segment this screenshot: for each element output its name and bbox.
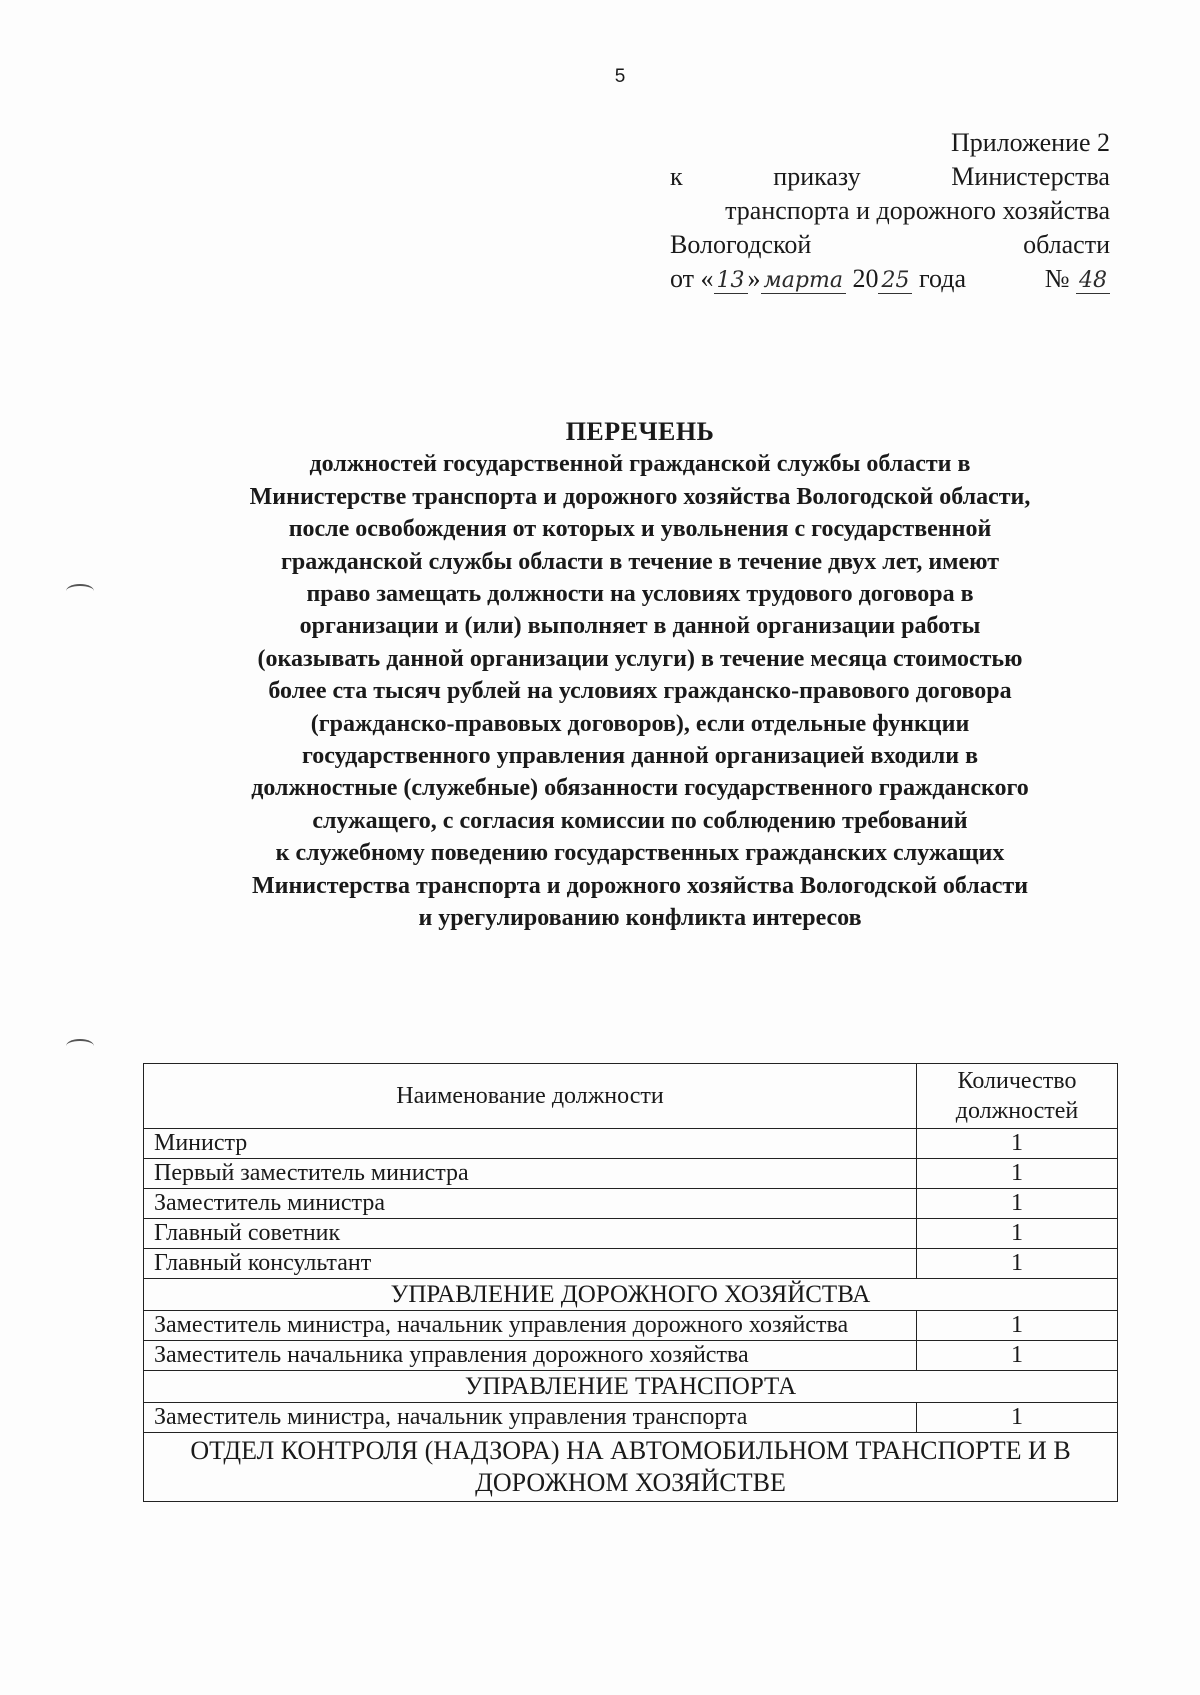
section-row — [144, 1279, 1118, 1311]
position-count: 1 — [917, 1159, 1118, 1189]
date-prefix: от « — [670, 264, 714, 293]
appendix-word: приказу — [773, 162, 861, 191]
table-row — [144, 1219, 1118, 1249]
position-name: Главный консультант — [144, 1249, 917, 1279]
position-count: 1 — [917, 1129, 1118, 1159]
title-line: более ста тысяч рублей на условиях гражданско-правового договора — [268, 678, 1012, 705]
title-line: Министерстве транспорта и дорожного хозяйства Вологодской области, — [249, 483, 1031, 510]
title-line: (оказывать данной организации услуги) в течение месяца стоимостью — [257, 645, 1023, 672]
position-name: Заместитель министра, начальник управления дорожного хозяйства — [144, 1311, 917, 1341]
appendix-line-ministry: транспорта и дорожного хозяйства — [725, 196, 1110, 225]
title-line: должностей государственной гражданской службы области в — [309, 451, 971, 478]
title-line: после освобождения от которых и увольнения с государственной — [288, 516, 992, 543]
table-header-row — [144, 1064, 1118, 1129]
position-count: 1 — [917, 1189, 1118, 1219]
header-position-count: Количество должностей — [917, 1064, 1118, 1129]
appendix-block — [670, 126, 1110, 298]
date-year-prefix: 20 — [852, 264, 879, 293]
scan-artifact — [66, 584, 94, 598]
table-row — [144, 1403, 1118, 1433]
date-mid: » — [747, 264, 761, 293]
appendix-word: Вологодской — [670, 230, 812, 259]
title-line: организации и (или) выполняет в данной организации работы — [299, 613, 981, 640]
table-row — [144, 1311, 1118, 1341]
date-day-handwritten: 13 — [714, 268, 748, 294]
date-year-handwritten: 25 — [878, 268, 912, 294]
appendix-date-line — [670, 262, 1110, 298]
appendix-word: области — [1023, 230, 1110, 259]
order-number-field — [1045, 262, 1110, 298]
header-position-name: Наименование должности — [144, 1064, 917, 1129]
table-row — [144, 1159, 1118, 1189]
position-name: Министр — [144, 1129, 917, 1159]
position-count: 1 — [917, 1341, 1118, 1371]
table-row — [144, 1341, 1118, 1371]
section-row — [144, 1433, 1118, 1502]
appendix-title: Приложение 2 — [950, 128, 1110, 157]
section-control-department: ОТДЕЛ КОНТРОЛЯ (НАДЗОРА) НА АВТОМОБИЛЬНОМ ТРАНСПОРТЕ И В ДОРОЖНОМ ХОЗЯЙСТВЕ — [144, 1433, 1118, 1502]
date-month-handwritten: марта — [761, 268, 846, 294]
number-sign: № — [1044, 264, 1070, 293]
date-year-word: года — [918, 264, 966, 293]
position-name: Главный советник — [144, 1219, 917, 1249]
scan-artifact — [66, 1039, 94, 1053]
position-name: Первый заместитель министра — [144, 1159, 917, 1189]
document-heading: ПЕРЕЧЕНЬ — [565, 417, 715, 446]
position-name: Заместитель министра — [144, 1189, 917, 1219]
title-line: служащего, с согласия комиссии по соблюдению требований — [312, 807, 968, 834]
section-row — [144, 1371, 1118, 1403]
date-field — [670, 262, 966, 298]
appendix-line-region — [670, 228, 1110, 262]
table-row — [144, 1189, 1118, 1219]
title-line: право замещать должности на условиях трудового договора в — [306, 581, 974, 608]
position-count: 1 — [917, 1311, 1118, 1341]
table-row — [144, 1249, 1118, 1279]
title-line: и урегулированию конфликта интересов — [418, 905, 862, 932]
title-line: государственного управления данной организацией входили в — [301, 743, 979, 770]
appendix-word: Министерства — [951, 162, 1110, 191]
table-row — [144, 1129, 1118, 1159]
appendix-word: к — [670, 162, 683, 191]
section-transport-management: УПРАВЛЕНИЕ ТРАНСПОРТА — [144, 1371, 1118, 1403]
order-number-handwritten: 48 — [1076, 268, 1110, 294]
position-count: 1 — [917, 1219, 1118, 1249]
title-line: должностные (служебные) обязанности государственного гражданского — [251, 775, 1029, 802]
section-road-management: УПРАВЛЕНИЕ ДОРОЖНОГО ХОЗЯЙСТВА — [144, 1279, 1118, 1311]
position-name: Заместитель министра, начальник управления транспорта — [144, 1403, 917, 1433]
position-count: 1 — [917, 1403, 1118, 1433]
position-count: 1 — [917, 1249, 1118, 1279]
document-title-block — [150, 416, 1130, 935]
title-line: (гражданско-правовых договоров), если отдельные функции — [310, 710, 970, 737]
page-number: 5 — [614, 66, 626, 87]
position-name: Заместитель начальника управления дорожного хозяйства — [144, 1341, 917, 1371]
title-line: к служебному поведению государственных гражданских служащих — [275, 840, 1005, 867]
title-line: гражданской службы области в течение в течение двух лет, имеют — [281, 548, 999, 575]
appendix-line-order — [670, 160, 1110, 194]
positions-table — [143, 1063, 1118, 1502]
title-line: Министерства транспорта и дорожного хозяйства Вологодской области — [251, 872, 1029, 899]
